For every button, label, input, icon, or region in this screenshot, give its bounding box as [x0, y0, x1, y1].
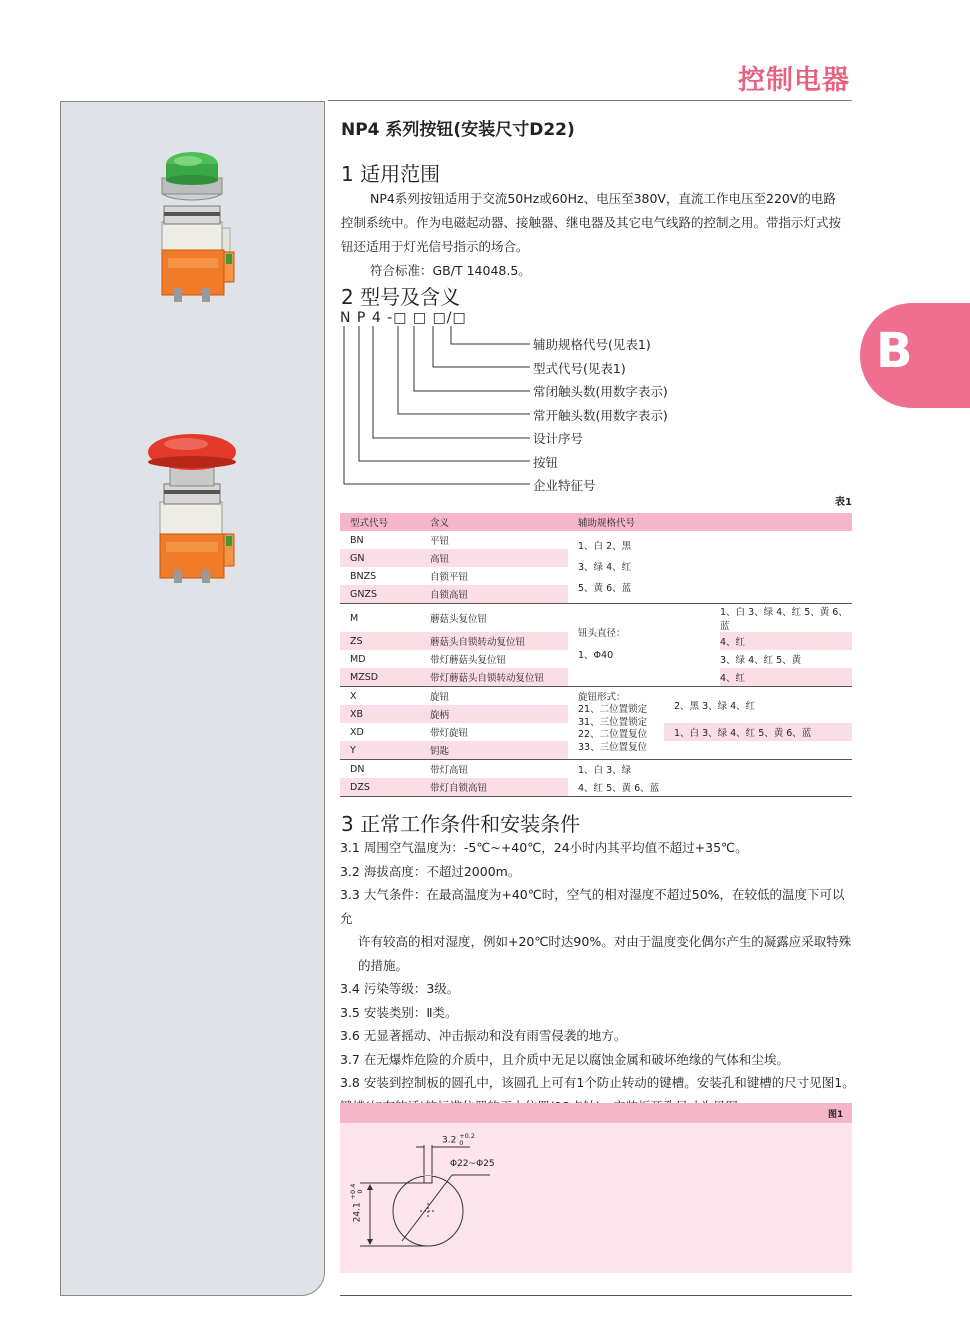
table-cell-code: MZSD	[350, 671, 379, 683]
table-cell-code: BNZS	[350, 570, 377, 582]
table-cell-meaning: 带灯旋钮	[430, 728, 469, 739]
table-cell-meaning: 带灯蘑菇头复位钮	[430, 655, 507, 666]
header-rule	[328, 100, 852, 101]
table-cell-meaning: 蘑菇头自锁转动复位钮	[430, 637, 526, 648]
legend-company-code: 企业特征号	[533, 478, 596, 493]
table-cell-aux-color: 4、红	[720, 673, 746, 684]
table-cell-aux-color: 2、黑 3、绿 4、红	[664, 687, 852, 724]
table-header-meaning: 含义	[420, 513, 568, 531]
table-cell-meaning: 自锁高钮	[430, 590, 469, 601]
figure-1-label: 图1	[828, 1110, 844, 1120]
model-code-diagram	[330, 320, 530, 490]
red-mushroom-button-photo	[138, 430, 253, 585]
condition-item: 3.7 在无爆炸危险的介质中，且介质中无足以腐蚀金属和破坏绝缘的气体和尘埃。	[340, 1051, 789, 1067]
section-1-line: 钮还适用于灯光信号指示的场合。	[341, 239, 529, 254]
table-cell-meaning: 钥匙	[430, 746, 450, 757]
table-cell-aux: 1、白 2、黑 3、绿 4、红 5、黄 6、蓝	[578, 540, 632, 594]
legend-aux-spec: 辅助规格代号(见表1)	[533, 337, 651, 352]
table-cell-aux: 4、红 5、黄 6、蓝	[578, 783, 660, 794]
model-code: N P 4 -□ □ □/□	[340, 310, 467, 326]
section-1-title: 1 适用范围	[341, 162, 441, 186]
table-cell-code: XB	[350, 708, 364, 720]
key-width-dimension: 3.2 +0.2 0	[442, 1132, 475, 1147]
product-title: NP4 系列按钮(安装尺寸D22)	[341, 120, 575, 140]
mounting-hole-drawing	[340, 1123, 540, 1273]
table-cell-meaning: 带灯高钮	[420, 760, 568, 779]
table-cell-aux-color: 1、白 3、绿 4、红 5、黄 6、蓝	[720, 604, 852, 633]
condition-item: 3.4 污染等级：3级。	[340, 981, 460, 996]
table-cell-meaning: 旋柄	[430, 710, 450, 721]
table-header-type: 型式代号	[340, 513, 420, 531]
section-tab-letter: B	[876, 323, 913, 379]
table-cell-meaning: 带灯自锁高钮	[420, 778, 568, 796]
table-cell-code: GNZS	[350, 588, 378, 600]
section-1-line: 控制系统中。作为电磁起动器、接触器、继电器及其它电气线路的控制之用。带指示灯式按	[341, 215, 842, 230]
table-cell-code: GN	[350, 552, 365, 564]
table-cell-meaning: 带灯蘑菇头自锁转动复位钮	[430, 673, 545, 684]
table-cell-code: DZS	[340, 778, 420, 796]
condition-item: 3.5 安装类别：Ⅱ类。	[340, 1004, 458, 1020]
section-tab	[860, 303, 970, 408]
table-cell-code: Y	[350, 744, 356, 756]
legend-design-no: 设计序号	[533, 431, 584, 446]
condition-item: 3.1 周围空气温度为：-5℃~+40℃，24小时内其平均值不超过+35℃。	[340, 840, 748, 855]
table-cell-meaning: 平钮	[430, 536, 450, 547]
figure-1-header	[340, 1103, 852, 1123]
legend-button: 按钮	[533, 454, 559, 470]
header-title: 控制电器	[738, 65, 850, 96]
section-1-line: NP4系列按钮适用于交流50Hz或60Hz、电压至380V，直流工作电压至220V的电路	[370, 191, 836, 206]
condition-item: 3.2 海拔高度：不超过2000m。	[340, 863, 521, 879]
section-1-standard: 符合标准：GB/T 14048.5。	[370, 263, 531, 278]
hole-height-dimension: 24.1 +0.4 0	[349, 1183, 364, 1223]
footer-rule	[340, 1295, 852, 1296]
condition-item: 3.6 无显著摇动、冲击振动和没有雨雪侵袭的地方。	[340, 1028, 627, 1043]
table-cell-code: MD	[350, 653, 366, 665]
table-cell-code: DN	[340, 760, 420, 779]
table-cell-code: M	[340, 604, 420, 633]
legend-no-contacts: 常开触头数(用数字表示)	[533, 407, 668, 423]
green-button-photo	[140, 150, 250, 305]
table-cell-code: ZS	[350, 635, 363, 647]
table-cell-empty	[664, 741, 852, 760]
legend-nc-contacts: 常闭触头数(用数字表示)	[533, 384, 668, 399]
table-cell-code: XD	[350, 726, 364, 738]
section-3-title: 3 正常工作条件和安装条件	[341, 812, 581, 836]
table-cell-aux: 钮头直径： 1、Φ40	[568, 604, 720, 687]
table-cell-aux: 1、白 3、绿	[568, 760, 852, 779]
table-cell-code: BN	[350, 534, 364, 546]
section-3-body	[340, 836, 855, 1118]
condition-item: 许有较高的相对湿度，例如+20℃时达90%。对由于温度变化偶尔产生的凝露应采取特殊	[358, 934, 852, 949]
table-1	[340, 513, 852, 797]
table-cell-aux-color: 1、白 3、绿 4、红 5、黄 6、蓝	[664, 723, 852, 741]
table-cell-meaning: 旋钮	[420, 687, 568, 706]
table-cell-aux-color: 3、绿 4、红 5、黄	[720, 655, 802, 666]
table-cell-code: X	[340, 687, 420, 706]
condition-item: 3.3 大气条件：在最高温度为+40℃时，空气的相对湿度不超过50%，在较低的温度下可以允	[340, 887, 845, 926]
hole-diameter-dimension: Φ22~Φ25	[450, 1159, 495, 1169]
table-header-aux: 辅助规格代号	[568, 513, 852, 531]
table-cell-aux-color: 4、红	[720, 637, 746, 648]
table-1-label: 表1	[835, 497, 852, 508]
model-code-legend	[533, 333, 668, 498]
table-cell-meaning: 高钮	[430, 554, 450, 565]
condition-item: 的措施。	[358, 957, 409, 973]
legend-type-code: 型式代号(见表1)	[533, 360, 626, 376]
table-cell-meaning: 自锁平钮	[430, 572, 469, 583]
table-cell-meaning: 蘑菇头复位钮	[420, 604, 568, 633]
table-cell-aux: 旋钮形式： 21、二位置锁定 31、三位置锁定 22、二位置复位 33、三位置复位	[568, 687, 664, 760]
section-2-title: 2 型号及含义	[341, 285, 461, 309]
condition-item: 3.8 安装到控制板的圆孔中，该圆孔上可有1个防止转动的键槽。安装孔和键槽的尺寸见图1。	[340, 1075, 855, 1090]
section-1-body	[341, 187, 856, 283]
